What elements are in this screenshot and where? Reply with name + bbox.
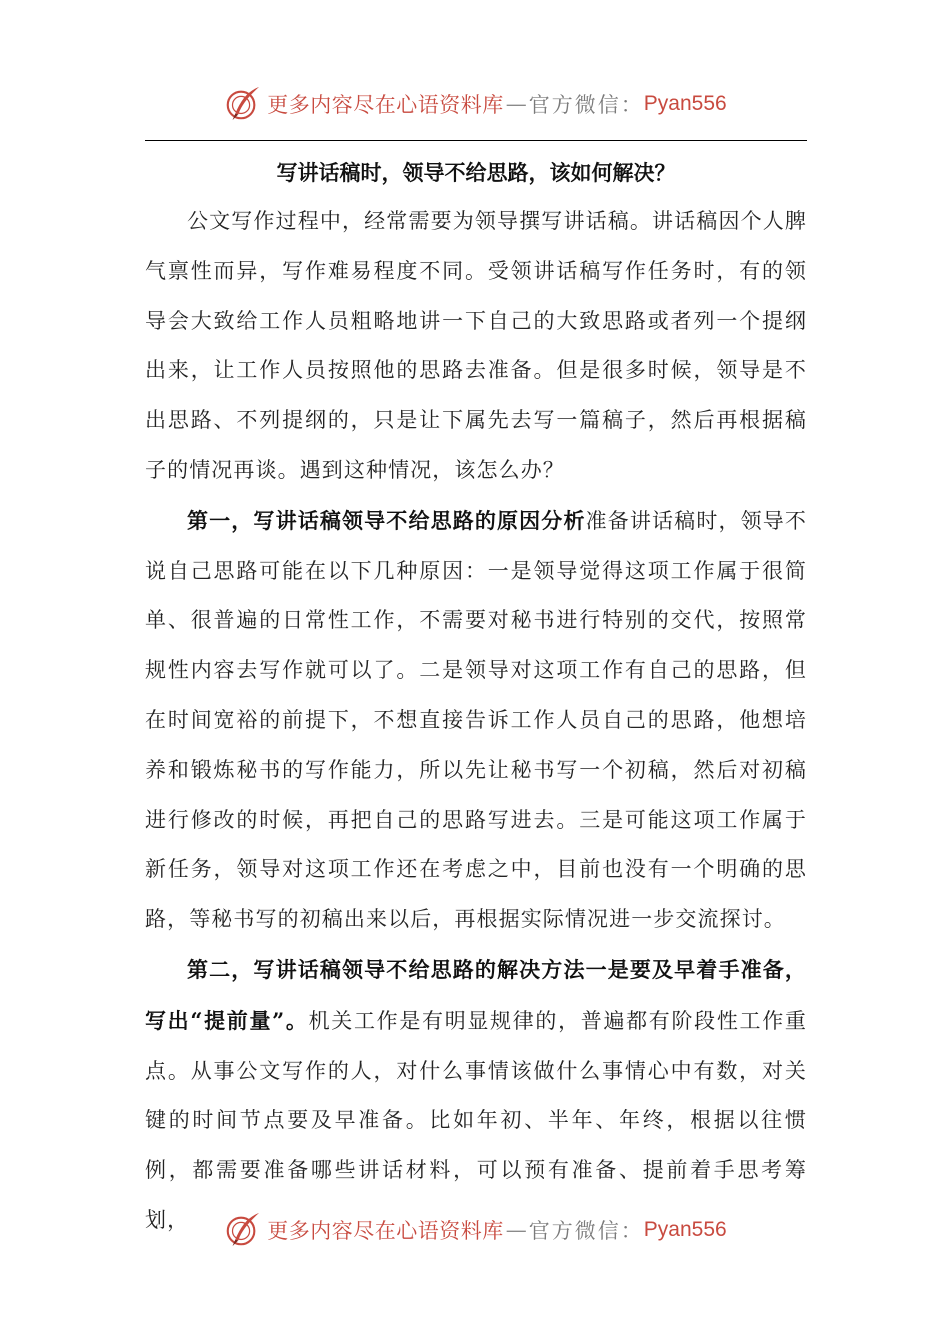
paragraph-section-1	[145, 496, 807, 945]
watermark-brand-text: 更多内容尽在心语资料库	[267, 93, 504, 117]
paragraph-text: 机关工作是有明显规律的，普遍都有阶段性工作重点。从事公文写作的人，对什么事情该做什么事情心中有数，对关键的时间节点要及早准备。比如年初、半年、年终，根据以往惯例，都需要准备哪些讲话材料，可以预有准备、提前着手思考筹划，	[145, 1008, 807, 1232]
watermark-dash: —	[505, 1218, 527, 1242]
quill-logo-icon	[223, 1211, 261, 1249]
paragraph-intro	[145, 196, 807, 496]
watermark-official-label: 官方微信：	[528, 93, 644, 117]
document-body	[145, 196, 807, 1246]
paragraph-text: 公文写作过程中，经常需要为领导撰写讲话稿。讲话稿因个人脾气禀性而异，写作难易程度不同。受领讲话稿写作任务时，有的领导会大致给工作人员粗略地讲一下自己的大致思路或者列一个提纲出来，让工作人员按照他的思路去准备。但是很多时候，领导是不出思路、不列提纲的，只是让下属先去写一篇稿子，然后再根据稿子的情况再谈。遇到这种情况，该怎么办？	[145, 209, 807, 482]
header-divider	[145, 140, 807, 141]
paragraph-heading: 第一，写讲话稿领导不给思路的原因分析	[187, 507, 586, 533]
watermark-official-label: 官方微信：	[528, 1219, 644, 1243]
watermark-dash: —	[505, 92, 527, 116]
paragraph-section-2	[145, 945, 807, 1246]
watermark-brand-text: 更多内容尽在心语资料库	[267, 1219, 504, 1243]
paragraph-text: 准备讲话稿时，领导不说自己思路可能在以下几种原因：一是领导觉得这项工作属于很简单、很普遍的日常性工作，不需要对秘书进行特别的交代，按照常规性内容去写作就可以了。二是领导对这项工作有自己的思路，但在时间宽裕的前提下，不想直接告诉工作人员自己的思路，他想培养和锻炼秘书的写作能力，所以先让秘书写一个初稿，然后对初稿进行修改的时候，再把自己的思路写进去。三是可能这项工作属于新任务，领导对这项工作还在考虑之中，目前也没有一个明确的思路，等秘书写的初稿出来以后，再根据实际情况进一步交流探讨。	[145, 508, 807, 932]
paragraph-heading: 第二，写讲话稿领导不给思路的解决方法一是要及早着手准备，写出“提前量”。	[145, 956, 807, 1033]
watermark-banner-bottom	[0, 1208, 950, 1252]
document-title: 写讲话稿时，领导不给思路，该如何解决？	[276, 160, 676, 185]
watermark-banner-top	[0, 82, 950, 126]
watermark-wechat-id: Pyan556	[643, 1218, 727, 1241]
watermark-wechat-id: Pyan556	[643, 92, 727, 115]
quill-logo-icon	[223, 85, 261, 123]
